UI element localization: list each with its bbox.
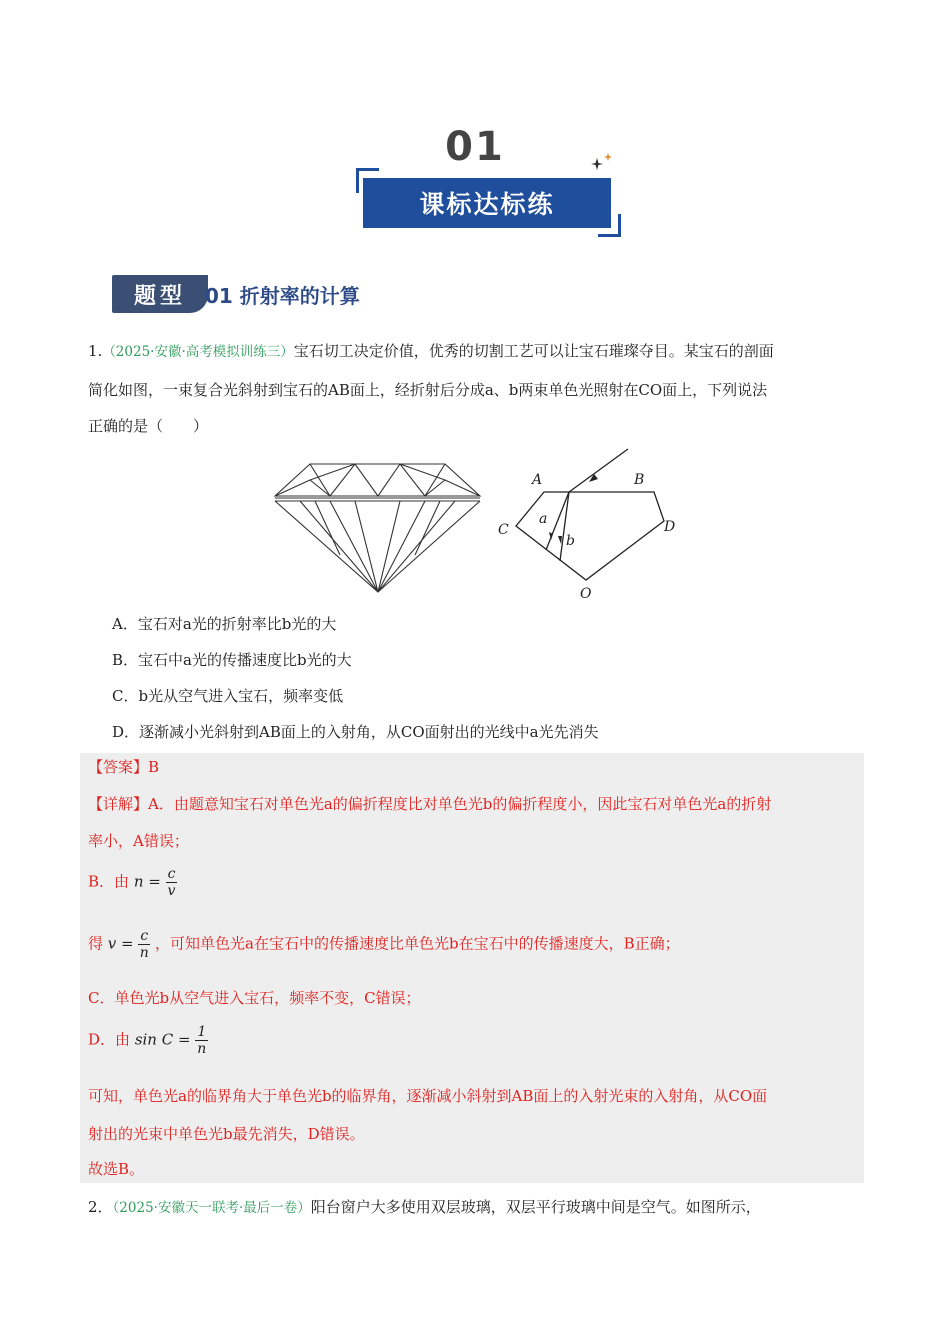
type-badge: 题型 — [112, 275, 208, 313]
label-A: A — [532, 472, 543, 488]
option-b[interactable]: B．宝石中a光的传播速度比b光的大 — [112, 651, 352, 669]
type-title: 01 折射率的计算 — [205, 284, 360, 308]
solution-box — [80, 753, 864, 1183]
b2-frac-den: n — [139, 945, 149, 961]
option-a[interactable]: A．宝石对a光的折射率比b光的大 — [112, 615, 337, 633]
sparkle-icon — [588, 150, 614, 176]
d-prefix: D．由 — [88, 1030, 131, 1049]
option-d[interactable]: D．逐渐减小光斜射到AB面上的入射角，从CO面射出的光线中a光先消失 — [112, 723, 599, 741]
section-banner: 课标达标练 — [363, 178, 611, 228]
b2-prefix: 得 — [88, 934, 104, 953]
q2-source: （2025·安徽天一联考·最后一卷） — [112, 1200, 311, 1216]
option-c[interactable]: C．b光从空气进入宝石，频率变低 — [112, 687, 344, 705]
d-line1: 可知，单色光a的临界角大于单色光b的临界角，逐渐减小斜射到AB面上的入射光束的入射角，从CO面 — [88, 1087, 768, 1105]
d-formula-line — [88, 1024, 868, 1057]
b-frac-num: c — [167, 866, 176, 882]
answer-line: 【答案】B — [88, 758, 160, 776]
b-prefix: B．由 — [88, 872, 130, 891]
q1-stem-line1 — [88, 341, 868, 362]
d-frac-num: 1 — [197, 1024, 207, 1040]
q2-number: 2． — [88, 1198, 113, 1216]
q1-stem-text1: 宝石切工决定价值，优秀的切割工艺可以让宝石璀璨夺目。某宝石的剖面 — [293, 342, 774, 360]
label-C: C — [498, 522, 509, 538]
b2-eq-lhs: v = — [107, 934, 134, 953]
d-fraction — [195, 1024, 208, 1057]
q1-stem-line2: 简化如图，一束复合光斜射到宝石的AB面上，经折射后分成a、b两束单色光照射在CO面上，下列说法 — [88, 381, 768, 399]
q1-source: （2025·安徽·高考模拟训练三） — [102, 344, 294, 360]
gem-sketch — [270, 460, 490, 595]
d-line2: 射出的光束中单色光b最先消失，D错误。 — [88, 1125, 365, 1143]
b-fraction — [166, 866, 178, 899]
q2-stem-line1 — [88, 1197, 868, 1218]
d-frac-den: n — [197, 1041, 207, 1057]
detail-line1: 【详解】A．由题意知宝石对单色光a的偏折程度比对单色光b的偏折程度小，因此宝石对单色光a的折射 — [88, 795, 772, 813]
d-eq-lhs: sin C = — [134, 1030, 191, 1049]
b2-text: ，可知单色光a在宝石中的传播速度比单色光b在宝石中的传播速度大，B正确； — [155, 934, 680, 953]
b-formula-line — [88, 866, 868, 899]
q1-stem-line3: 正确的是（ ） — [88, 417, 209, 435]
section-number: 01 — [445, 124, 505, 170]
b2-frac-num: c — [140, 928, 149, 944]
label-B: B — [634, 472, 645, 488]
detail-line2: 率小，A错误； — [88, 832, 189, 850]
gem-cross-section — [494, 446, 694, 604]
label-a: a — [539, 511, 548, 527]
q1-number: 1. — [88, 342, 103, 360]
q2-stem-text1: 阳台窗户大多使用双层玻璃，双层平行玻璃中间是空气。如图所示， — [310, 1198, 761, 1216]
c-line: C．单色光b从空气进入宝石，频率不变，C错误； — [88, 989, 421, 1007]
b2-line — [88, 928, 868, 961]
b-eq-lhs: n = — [133, 872, 161, 891]
label-b: b — [566, 533, 575, 549]
label-O: O — [580, 586, 592, 602]
b2-fraction — [138, 928, 150, 961]
b-frac-den: v — [167, 883, 176, 899]
conclusion: 故选B。 — [88, 1160, 145, 1178]
label-D: D — [664, 519, 676, 535]
